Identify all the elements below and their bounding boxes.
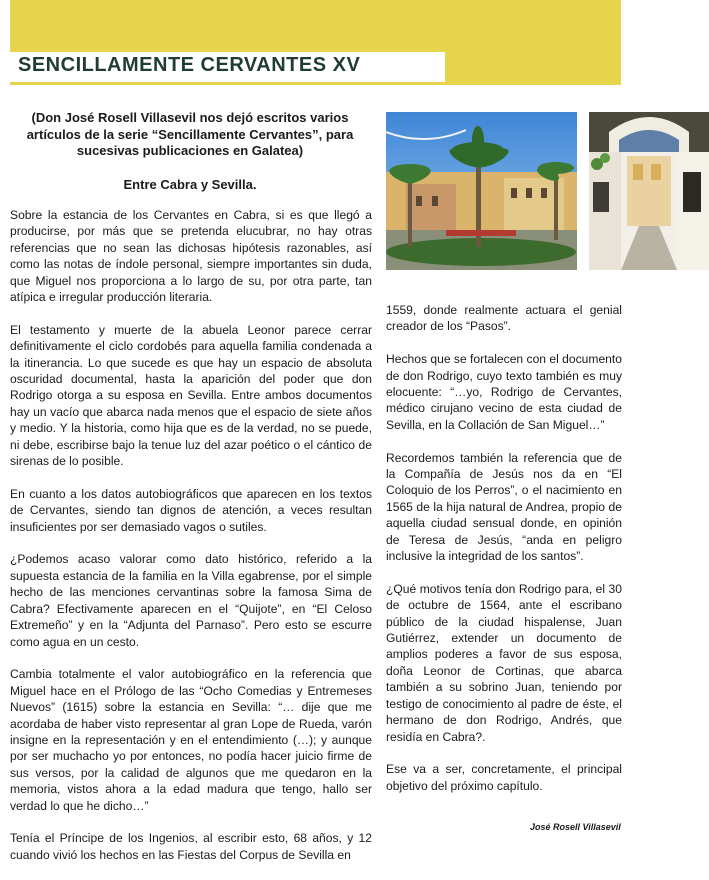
left-column — [10, 207, 372, 880]
paragraph: ¿Podemos acaso valorar como dato histórico, referido a la supuesta estancia de la familia en la Villa egabrense, por el simple hecho de las menciones cervantinas sobre la famosa Sima de Cabra? Efectivamente aparecen en el “Quijote”, en “El Celoso Extremeño” y en la “Adjunta del Parnaso”. Pero esto se escurre como agua en un cesto. — [10, 552, 372, 649]
paragraph: El testamento y muerte de la abuela Leonor parece cerrar definitivamente el ciclo cordobés para aquella familia condenada a la itinerancia. Lo que sucede es que hay un espacio de absoluta oscuridad documental, hasta la aparición del poder que don Rodrigo otorga a su esposa en Sevilla. Entre ambos documentos hay un vacío que abarca nada menos que el espacio de siete años y medio. Y la historia, como hija que es de la verdad, no se puede, ni debe, escribirse bajo la tenue luz del azar poético o el cántico de sirenas de lo posible. — [10, 322, 372, 469]
author-signature: José Rosell Villasevil — [530, 822, 621, 832]
paragraph: En cuanto a los datos autobiográficos que aparecen en los textos de Cervantes, siendo tan dignos de atención, a veces resultan insuficientes por ser demasiado vagos o sutiles. — [10, 486, 372, 534]
paragraph: 1559, donde realmente actuara el genial creador de los “Pasos”. — [386, 303, 622, 334]
plaza-photo — [386, 112, 577, 270]
intro-note: (Don José Rosell Villasevil nos dejó escritos varios artículos de la serie “Sencillamente Cervantes”, para sucesivas publicaciones en Galatea) — [26, 110, 354, 158]
street-photo — [589, 112, 709, 270]
title-box — [10, 52, 445, 82]
paragraph: Ese va a ser, concretamente, el principal objetivo del próximo capítulo. — [386, 762, 622, 793]
paragraph: Recordemos también la referencia que de la Compañía de Jesús nos da en “El Coloquio de los Perros”, o el nacimiento en 1565 de la hija natural de Andrea, propio de aquella ciudad sensual donde, en opinión de Teresa de Jesús, “anda en peligro inclusive la integridad de los santos”. — [386, 450, 622, 564]
paragraph: Hechos que se fortalecen con el documento de don Rodrigo, cuyo texto también es muy elocuente: “…yo, Rodrigo de Cervantes, médico cirujano vecino de esta ciudad de Sevilla, en la Collación de San Miguel…” — [386, 352, 622, 432]
page-title: SENCILLAMENTE CERVANTES XV — [18, 54, 361, 76]
paragraph: ¿Qué motivos tenía don Rodrigo para, el 30 de octubre de 1564, ante el escribano público de la ciudad hispalense, Juan Gutiérrez, extender un documento de amplios poderes a favor de sus esposa, doña Leonor de Cortinas, que abarca también a su sobrino Juan, teniendo por testigo de conocimiento al padre de éste, el hermano de don Rodrigo, Andrés, que residía en Cabra?. — [386, 581, 622, 744]
right-column — [386, 302, 622, 811]
article-subtitle: Entre Cabra y Sevilla. — [123, 177, 257, 192]
paragraph: Sobre la estancia de los Cervantes en Cabra, si es que llegó a producirse, por más que se pretenda elucubrar, no hay otras referencias que no sean las dichosas hipótesis razonables, así como las notas de índole personal, siempre importantes sin duda, que Miguel nos proporciona a lo largo de su, por otra parte, tan atípica e irregular producción literaria. — [10, 208, 372, 305]
paragraph: Cambia totalmente el valor autobiográfico en la referencia que Miguel hace en el Prólogo de las “Ocho Comedias y Entremeses Nuevos” (1615) sobre la estancia en Sevilla: “… dije que me acordaba de haber visto representar al gran Lope de Rueda, varón insigne en la representación y en el entendimiento (…); y aunque por ser muchacho yo por entonces, no podía hacer juicio firme de sus versos, por la calidad de algunos que me quedaron en la memoria, vistos ahora a la edad madura que tengo, hallo ser verdad lo que he dicho…” — [10, 667, 372, 813]
paragraph: Tenía el Príncipe de los Ingenios, al escribir esto, 68 años, y 12 cuando vivió los hechos en las Fiestas del Corpus de Sevilla en — [10, 831, 372, 862]
